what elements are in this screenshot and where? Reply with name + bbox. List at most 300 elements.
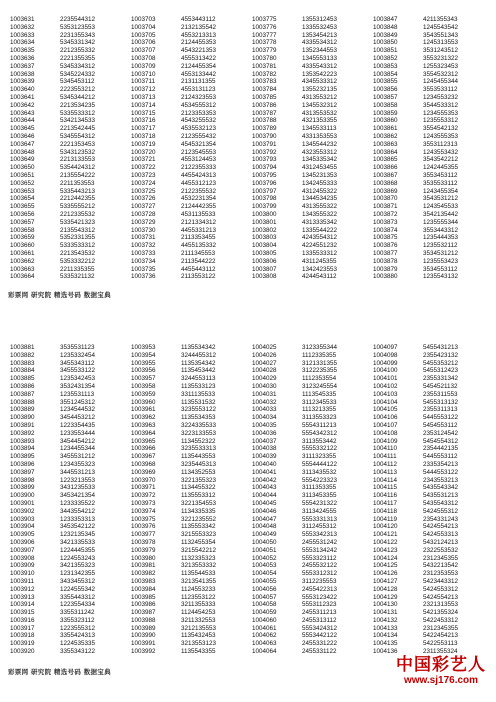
number-table-bottom: [8, 344, 492, 656]
code-number: 3122235355: [302, 367, 338, 375]
code-number: 1342423553: [302, 265, 338, 273]
table-row: [8, 227, 129, 235]
code-number: 4553131123: [181, 86, 216, 94]
issue-number: 1003776: [252, 23, 277, 31]
table-row: [129, 375, 250, 383]
issue-number: 1003980: [131, 554, 156, 562]
table-row: [250, 570, 371, 578]
issue-number: 1003797: [252, 187, 277, 195]
issue-number: 1003907: [10, 546, 35, 554]
issue-number: 1003643: [10, 109, 35, 117]
table-row: [8, 47, 129, 55]
issue-number: 1003971: [131, 484, 156, 492]
code-number: 3212135553: [181, 624, 217, 632]
code-number: 5342134533: [60, 117, 96, 125]
table-row: [8, 632, 129, 640]
code-number: 4323553312: [302, 148, 338, 156]
table-row: [8, 125, 129, 133]
issue-number: 1004060: [252, 616, 277, 624]
issue-number: 1003886: [10, 382, 35, 390]
issue-number: 1003867: [373, 171, 398, 179]
table-row: [8, 352, 129, 360]
table-row: [129, 133, 250, 141]
table-row: [250, 640, 371, 648]
table-row: [8, 469, 129, 477]
code-number: 1135544533: [181, 570, 216, 578]
code-number: 4455135332: [181, 242, 217, 250]
number-column: [8, 16, 129, 281]
code-number: 1231342355: [60, 570, 96, 578]
issue-number: 1003640: [10, 86, 35, 94]
issue-number: 1004112: [373, 460, 398, 468]
code-number: 4224551232: [302, 242, 338, 250]
code-number: 2124442355: [181, 203, 217, 211]
code-number: 3113553442: [302, 437, 337, 445]
table-row: [8, 344, 129, 352]
table-row: [129, 94, 250, 102]
code-number: 1233353313: [60, 515, 96, 523]
code-number: 1235555344: [423, 218, 459, 226]
issue-number: 1004135: [373, 640, 398, 648]
table-row: [129, 570, 250, 578]
code-number: 1345231353: [302, 171, 338, 179]
table-row: [8, 211, 129, 219]
code-number: 1223354435: [60, 421, 96, 429]
code-number: 1342455333: [302, 179, 338, 187]
code-number: 4553124453: [181, 156, 217, 164]
table-row: [8, 71, 129, 79]
code-number: 1134335335: [181, 507, 216, 515]
table-row: [8, 406, 129, 414]
code-number: 2455313112: [302, 616, 337, 624]
code-number: 1345532312: [302, 101, 338, 109]
table-row: [129, 562, 250, 570]
issue-number: 1003642: [10, 101, 35, 109]
issue-number: 1004110: [373, 445, 398, 453]
table-row: [8, 149, 129, 157]
code-number: 3215542212: [181, 546, 217, 554]
code-number: 2335354213: [423, 460, 459, 468]
issue-number: 1003708: [131, 54, 156, 62]
table-row: [8, 539, 129, 547]
code-number: 2354442135: [423, 445, 459, 453]
code-number: 3211332553: [181, 616, 216, 624]
table-row: [371, 391, 492, 399]
code-number: 1135553312: [181, 492, 216, 500]
code-number: 1124553233: [181, 585, 216, 593]
code-number: 5553442122: [302, 632, 338, 640]
table-row: [8, 242, 129, 250]
code-number: 3355323112: [60, 616, 95, 624]
issue-number: 1003787: [252, 109, 277, 117]
issue-number: 1004037: [252, 437, 277, 445]
code-number: 2135554222: [60, 171, 96, 179]
issue-number: 1004026: [252, 351, 277, 359]
issue-number: 1003903: [10, 515, 35, 523]
table-row: [250, 149, 371, 157]
table-row: [371, 375, 492, 383]
table-row: [250, 406, 371, 414]
code-number: 2211335355: [60, 265, 95, 273]
code-number: 3211355333: [181, 601, 216, 609]
issue-number: 1004119: [373, 515, 398, 523]
issue-number: 1003664: [10, 273, 35, 281]
table-row: [250, 234, 371, 242]
issue-number: 1003778: [252, 39, 277, 47]
code-number: 1345533113: [302, 125, 337, 133]
table-row: [8, 86, 129, 94]
issue-number: 1003956: [131, 367, 156, 375]
issue-number: 1003808: [252, 273, 277, 281]
code-number: 3535533112: [423, 179, 458, 187]
table-row: [371, 601, 492, 609]
issue-number: 1003966: [131, 445, 156, 453]
code-number: 2213543532: [60, 249, 96, 257]
issue-number: 1004134: [373, 632, 398, 640]
table-row: [129, 484, 250, 492]
issue-number: 1003906: [10, 538, 35, 546]
code-number: 5554231322: [302, 499, 338, 507]
code-number: 3221355323: [181, 476, 217, 484]
table-row: [371, 86, 492, 94]
code-number: 1135443553: [181, 453, 216, 461]
issue-number: 1003912: [10, 585, 35, 593]
code-number: 2312345355: [423, 554, 459, 562]
code-number: 4313335342: [302, 218, 338, 226]
table-row: [129, 180, 250, 188]
code-number: 1135543355: [181, 648, 216, 656]
code-number: 4244543112: [302, 273, 337, 281]
issue-number: 1003803: [252, 234, 277, 242]
code-number: 4312453455: [302, 164, 338, 172]
table-row: [129, 250, 250, 258]
code-number: 5554444122: [302, 460, 338, 468]
table-row: [371, 570, 492, 578]
code-number: 3534531212: [423, 249, 459, 257]
table-row: [371, 492, 492, 500]
code-number: 5432213542: [423, 562, 459, 570]
issue-number: 1003703: [131, 16, 156, 23]
table-row: [8, 32, 129, 40]
code-number: 5554223323: [302, 476, 338, 484]
table-row: [129, 86, 250, 94]
issue-number: 1003895: [10, 453, 35, 461]
issue-number: 1004027: [252, 359, 277, 367]
issue-number: 1003726: [131, 195, 156, 203]
table-row: [129, 203, 250, 211]
code-number: 3553112313: [423, 140, 458, 148]
issue-number: 1003883: [10, 359, 35, 367]
code-number: 1135534353: [181, 414, 216, 422]
code-number: 4331353553: [302, 132, 338, 140]
issue-number: 1003880: [373, 273, 398, 281]
code-number: 4553443112: [181, 16, 216, 23]
issue-number: 1003782: [252, 70, 277, 78]
table-row: [371, 547, 492, 555]
code-number: 4211355343: [423, 16, 458, 23]
table-row: [129, 539, 250, 547]
issue-number: 1004132: [373, 616, 398, 624]
code-number: 3235533313: [181, 445, 217, 453]
issue-number: 1003913: [10, 593, 35, 601]
issue-number: 1003648: [10, 148, 35, 156]
table-row: [371, 71, 492, 79]
issue-number: 1003957: [131, 375, 156, 383]
table-row: [129, 172, 250, 180]
table-row: [371, 188, 492, 196]
issue-number: 1003736: [131, 273, 156, 281]
table-row: [129, 500, 250, 508]
code-number: 3121331355: [302, 359, 338, 367]
table-row: [8, 55, 129, 63]
table-row: [8, 273, 129, 281]
code-number: 3221354553: [181, 499, 217, 507]
table-row: [371, 102, 492, 110]
code-number: 3355443312: [60, 593, 96, 601]
table-row: [250, 344, 371, 352]
issue-number: 1003712: [131, 86, 156, 94]
issue-number: 1004127: [373, 577, 398, 585]
table-row: [129, 609, 250, 617]
code-number: 4313555322: [302, 203, 338, 211]
table-row: [250, 156, 371, 164]
code-number: 1245313553: [423, 39, 459, 47]
code-number: 1352344553: [302, 47, 338, 55]
issue-number: 1003645: [10, 125, 35, 133]
issue-number: 1004053: [252, 562, 277, 570]
issue-number: 1004101: [373, 375, 398, 383]
table-row: [129, 71, 250, 79]
issue-number: 1004115: [373, 484, 398, 492]
issue-number: 1003651: [10, 171, 35, 179]
issue-number: 1003960: [131, 398, 156, 406]
table-row: [250, 484, 371, 492]
issue-number: 1003967: [131, 453, 156, 461]
table-row: [371, 125, 492, 133]
code-number: 5423443312: [423, 577, 459, 585]
code-number: 3542135442: [423, 210, 459, 218]
code-number: 2221355355: [60, 54, 96, 62]
table-row: [371, 422, 492, 430]
code-number: 3543542212: [423, 156, 459, 164]
code-number: 5345224332: [60, 70, 96, 78]
issue-number: 1004106: [373, 414, 398, 422]
table-row: [250, 141, 371, 149]
code-number: 1135531532: [181, 398, 216, 406]
issue-number: 1003973: [131, 499, 156, 507]
issue-number: 1004054: [252, 570, 277, 578]
issue-number: 1003719: [131, 140, 156, 148]
code-number: 3123245554: [302, 382, 338, 390]
code-number: 2132135542: [181, 23, 217, 31]
issue-number: 1003868: [373, 179, 398, 187]
number-column: [250, 16, 371, 281]
table-row: [371, 625, 492, 633]
table-row: [250, 71, 371, 79]
table-row: [129, 640, 250, 648]
table-row: [8, 234, 129, 242]
table-row: [8, 172, 129, 180]
table-row: [8, 570, 129, 578]
table-row: [8, 180, 129, 188]
table-row: [250, 55, 371, 63]
code-number: 5345344212: [60, 93, 96, 101]
issue-number: 1003962: [131, 414, 156, 422]
code-number: 2111345553: [181, 249, 216, 257]
issue-number: 1003644: [10, 117, 35, 125]
table-row: [371, 117, 492, 125]
code-number: 3535531123: [60, 344, 95, 351]
issue-number: 1003783: [252, 78, 277, 86]
table-row: [250, 227, 371, 235]
issue-number: 1003849: [373, 31, 398, 39]
issue-number: 1004099: [373, 359, 398, 367]
table-row: [8, 461, 129, 469]
issue-number: 1003704: [131, 23, 156, 31]
code-number: 3421355323: [60, 562, 96, 570]
code-number: 4532231354: [181, 195, 217, 203]
issue-number: 1003908: [10, 554, 35, 562]
table-row: [129, 63, 250, 71]
issue-number: 1003856: [373, 86, 398, 94]
table-row: [8, 453, 129, 461]
issue-number: 1003885: [10, 375, 35, 383]
number-column: [129, 344, 250, 656]
code-number: 5435543342: [423, 484, 459, 492]
issue-number: 1003861: [373, 125, 398, 133]
code-number: 3113453355: [302, 492, 337, 500]
code-number: 4335543312: [302, 62, 338, 70]
table-row: [129, 453, 250, 461]
issue-number: 1003710: [131, 70, 156, 78]
issue-number: 1003792: [252, 148, 277, 156]
code-number: 1255323453: [423, 62, 459, 70]
table-row: [129, 24, 250, 32]
table-row: [371, 594, 492, 602]
issue-number: 1003634: [10, 39, 35, 47]
code-number: 5353123553: [60, 23, 96, 31]
table-row: [250, 594, 371, 602]
table-row: [8, 110, 129, 118]
code-number: 3223133553: [181, 429, 217, 437]
number-column: [8, 344, 129, 656]
issue-number: 1003910: [10, 570, 35, 578]
table-row: [371, 414, 492, 422]
table-row: [8, 399, 129, 407]
issue-number: 1003793: [252, 156, 277, 164]
code-number: 5345554312: [60, 132, 96, 140]
issue-number: 1003901: [10, 499, 35, 507]
table-row: [129, 32, 250, 40]
table-row: [250, 453, 371, 461]
code-number: 4543255532: [181, 117, 217, 125]
code-number: 2135543312: [60, 226, 96, 234]
table-row: [250, 562, 371, 570]
issue-number: 1004059: [252, 609, 277, 617]
issue-number: 1003729: [131, 218, 156, 226]
code-number: 2355423132: [423, 351, 459, 359]
table-row: [371, 484, 492, 492]
table-row: [8, 516, 129, 524]
code-number: 4455424313: [181, 171, 217, 179]
code-number: 2455531242: [302, 538, 338, 546]
issue-number: 1004031: [252, 390, 277, 398]
code-number: 1234555353: [423, 109, 459, 117]
table-row: [371, 242, 492, 250]
issue-number: 1004062: [252, 632, 277, 640]
issue-number: 1003791: [252, 140, 277, 148]
issue-number: 1003972: [131, 492, 156, 500]
code-number: 2312345355: [423, 624, 459, 632]
table-row: [129, 617, 250, 625]
issue-number: 1003653: [10, 187, 35, 195]
code-number: 3543551343: [423, 31, 459, 39]
code-number: 1343555322: [302, 210, 338, 218]
issue-number: 1003635: [10, 47, 35, 55]
table-row: [371, 469, 492, 477]
code-number: 5455353212: [423, 359, 459, 367]
table-row: [129, 601, 250, 609]
table-row: [371, 24, 492, 32]
issue-number: 1003914: [10, 601, 35, 609]
issue-number: 1003647: [10, 140, 35, 148]
code-number: 1135432453: [181, 632, 216, 640]
issue-number: 1003983: [131, 577, 156, 585]
table-row: [8, 117, 129, 125]
issue-number: 1004105: [373, 406, 398, 414]
table-row: [8, 555, 129, 563]
issue-number: 1003917: [10, 624, 35, 632]
issue-number: 1003661: [10, 249, 35, 257]
code-number: 3244553113: [181, 375, 216, 383]
code-number: 4531135533: [181, 210, 216, 218]
code-number: 5335321132: [60, 273, 95, 281]
issue-number: 1004056: [252, 585, 277, 593]
table-row: [8, 63, 129, 71]
table-row: [250, 367, 371, 375]
issue-number: 1004103: [373, 390, 398, 398]
code-number: 2221353453: [60, 140, 96, 148]
code-number: 3554532312: [423, 70, 459, 78]
table-row: [8, 648, 129, 656]
table-row: [371, 211, 492, 219]
issue-number: 1003786: [252, 101, 277, 109]
code-number: 3431235533: [60, 484, 96, 492]
issue-number: 1003731: [131, 234, 156, 242]
issue-number: 1003654: [10, 195, 35, 203]
code-number: 1224555342: [60, 585, 96, 593]
issue-number: 1004048: [252, 523, 277, 531]
table-row: [129, 391, 250, 399]
issue-number: 1003891: [10, 421, 35, 429]
code-number: 1135354342: [181, 359, 216, 367]
table-row: [250, 16, 371, 24]
table-row: [8, 640, 129, 648]
table-row: [129, 242, 250, 250]
table-row: [129, 344, 250, 352]
issue-number: 1003859: [373, 109, 398, 117]
issue-number: 1004098: [373, 351, 398, 359]
code-number: 2213534235: [60, 101, 96, 109]
table-row: [129, 414, 250, 422]
issue-number: 1003636: [10, 54, 35, 62]
table-row: [371, 453, 492, 461]
table-row: [129, 16, 250, 24]
code-number: 2311355324: [423, 648, 458, 656]
code-number: 3235553122: [181, 406, 217, 414]
issue-number: 1003730: [131, 226, 156, 234]
code-number: 3113435532: [302, 468, 337, 476]
